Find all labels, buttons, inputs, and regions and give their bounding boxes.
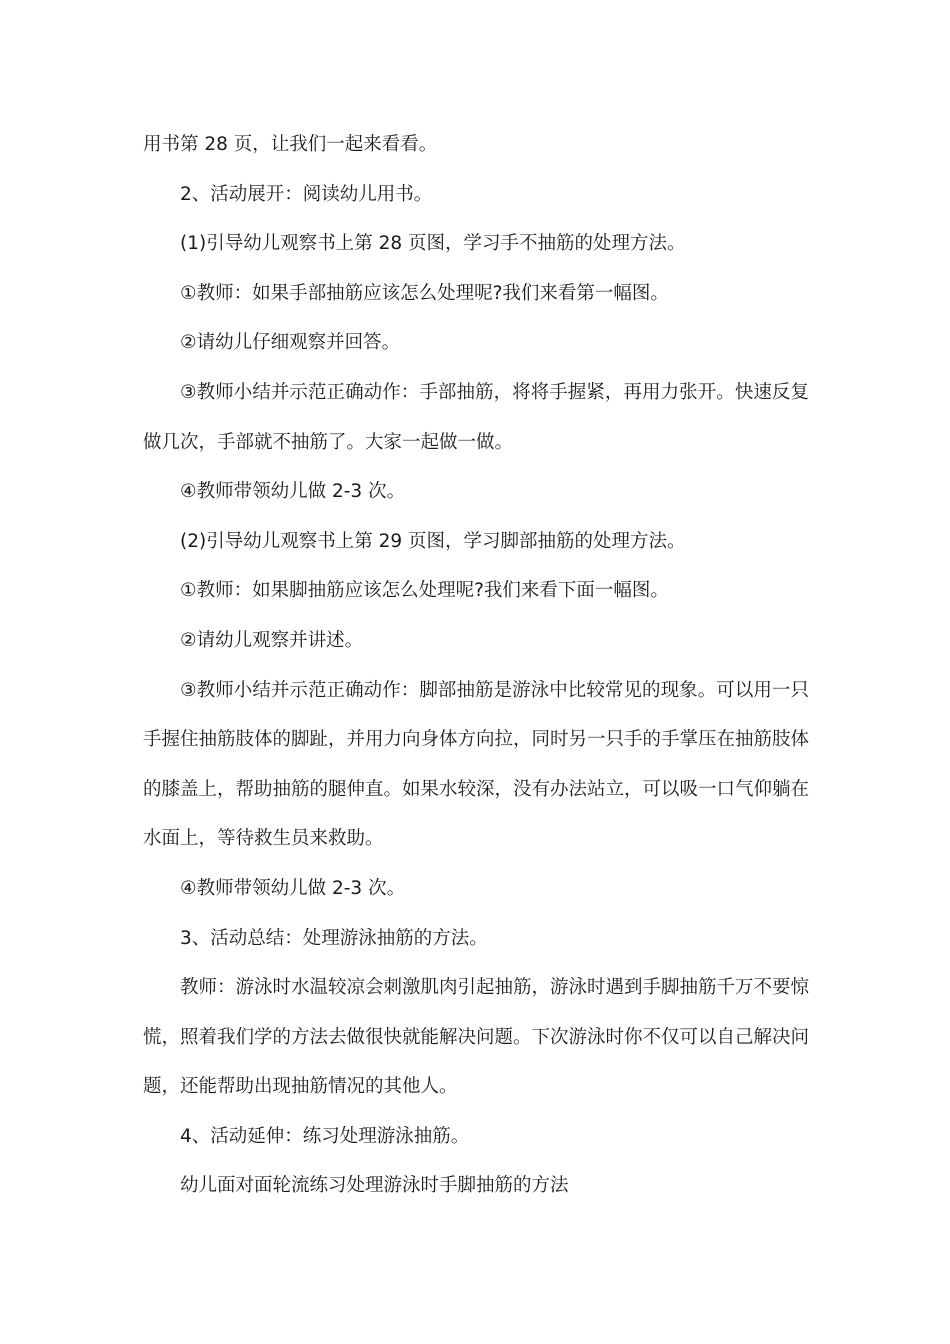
paragraph-8: (2)引导幼儿观察书上第 29 页图，学习脚部抽筋的处理方法。 <box>180 530 686 552</box>
paragraph-12: ④教师带领幼儿做 2-3 次。 <box>180 877 406 899</box>
paragraph-7: ④教师带领幼儿做 2-3 次。 <box>180 481 406 503</box>
paragraph-15: 4、活动延伸：练习处理游泳抽筋。 <box>180 1125 470 1147</box>
paragraph-16: 幼儿面对面轮流练习处理游泳时手脚抽筋的方法 <box>180 1175 569 1197</box>
paragraph-1: 用书第 28 页，让我们一起来看看。 <box>143 134 438 155</box>
paragraph-11: ③教师小结并示范正确动作：脚部抽筋是游泳中比较常见的现象。可以用一只手握住抽筋肢体的脚趾，并用力向身体方向拉，同时另一只手的手掌压在抽筋肢体的膝盖上，帮助抽筋的腿伸直。如果水较深，没有办法站立，可以吸一口气仰躺在水面上，等待救生员来救助。 <box>143 679 810 850</box>
document-body <box>143 120 809 1211</box>
paragraph-14: 教师：游泳时水温较凉会刺激肌肉引起抽筋，游泳时遇到手脚抽筋千万不要惊慌，照着我们学的方法去做很快就能解决问题。下次游泳时你不仅可以自己解决问题，还能帮助出现抽筋情况的其他人。 <box>143 977 810 1098</box>
paragraph-13: 3、活动总结：处理游泳抽筋的方法。 <box>180 927 488 949</box>
paragraph-9: ①教师：如果脚抽筋应该怎么处理呢?我们来看下面一幅图。 <box>180 580 669 602</box>
paragraph-3: (1)引导幼儿观察书上第 28 页图，学习手不抽筋的处理方法。 <box>180 233 686 255</box>
paragraph-4: ①教师：如果手部抽筋应该怎么处理呢?我们来看第一幅图。 <box>180 282 669 304</box>
paragraph-5: ②请幼儿仔细观察并回答。 <box>180 332 401 354</box>
paragraph-2: 2、活动展开：阅读幼儿用书。 <box>180 183 433 205</box>
paragraph-6: ③教师小结并示范正确动作：手部抽筋，将将手握紧，再用力张开。快速反复做几次，手部就不抽筋了。大家一起做一做。 <box>143 381 809 453</box>
paragraph-10: ②请幼儿观察并讲述。 <box>180 629 364 651</box>
